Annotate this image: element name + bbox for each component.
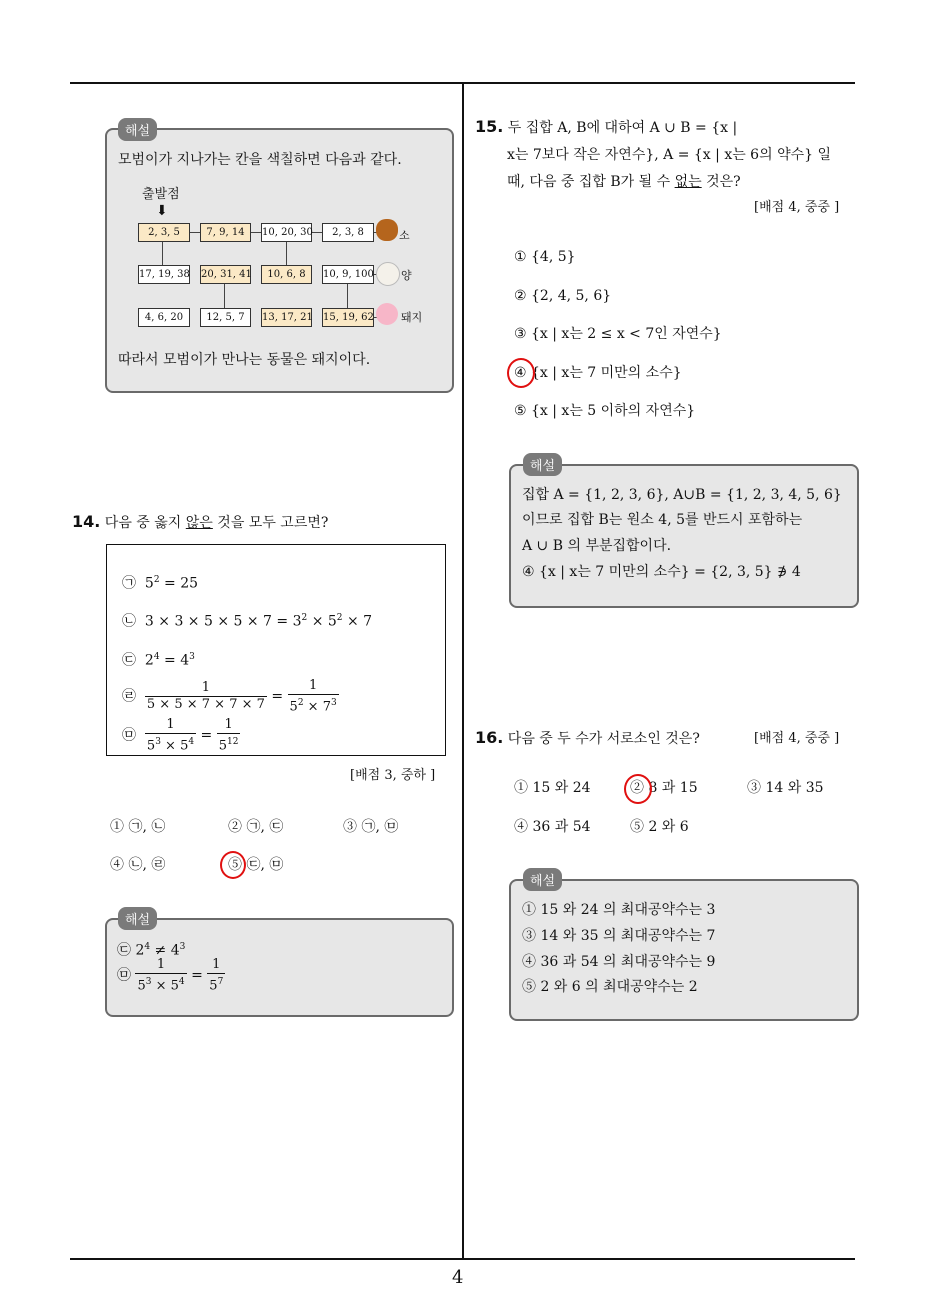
grid-cell: 2, 3, 8 [322, 223, 374, 242]
sol-text: ≠ 4 [150, 942, 180, 959]
grid-cell: 15, 19, 62 [322, 308, 374, 327]
q14-item-e [122, 717, 240, 754]
q14-item-b [122, 608, 372, 632]
den-text: 5 [289, 699, 298, 715]
numerator: 1 [145, 680, 267, 697]
den-exp: 7 [217, 977, 224, 987]
den-text: 5 [137, 978, 146, 994]
den-text: × 5 [160, 738, 189, 754]
q14-choice-3[interactable]: ③ ㉠, ㉤ [343, 819, 399, 835]
denominator [217, 734, 241, 754]
q16-choice-4[interactable]: ④ 36 과 54 [514, 819, 591, 835]
q16-solution-line1: ① 15 와 24 의 최대공약수는 3 [522, 902, 716, 918]
q14-item-c [122, 647, 195, 671]
q14-stem-after: 것을 모두 고르면? [212, 515, 329, 531]
q15-choice-1[interactable]: ① {4, 5} [514, 249, 576, 265]
q16-stem-text: 다음 중 두 수가 서로소인 것은? [507, 731, 700, 747]
grid-cell: 20, 31, 41 [200, 265, 251, 284]
sol-text: ㉤ [117, 967, 131, 984]
q15-choice-2[interactable]: ② {2, 4, 5, 6} [514, 288, 612, 304]
grid-cell: 12, 5, 7 [200, 308, 251, 327]
item-text: = 25 [159, 575, 199, 592]
start-arrow-icon: ⬇ [156, 203, 168, 219]
den-text: 5 [218, 738, 228, 754]
answer-mark-circle [220, 851, 246, 879]
item-label: ㉡ [122, 613, 136, 630]
q15-choice-4[interactable]: ④ {x | x는 7 미만의 소수} [514, 365, 682, 381]
item-label: ㉠ [122, 575, 136, 592]
connector [286, 241, 287, 265]
grid-cell: 10, 9, 100 [322, 265, 374, 284]
q15-stem-line1: 두 집합 A, B에 대하여 A ∪ B = {x | [507, 120, 738, 136]
q14-solution-line2 [117, 957, 225, 994]
item-text: 2 [144, 652, 154, 669]
q16-stem [475, 728, 700, 749]
q14-score: [배점 3, 중하 ] [350, 768, 436, 783]
fraction [145, 680, 267, 713]
q15-choice-3[interactable]: ③ {x | x는 2 ≤ x < 7인 자연수} [514, 326, 722, 342]
start-label: 출발점 [142, 187, 180, 202]
q15-line3 [507, 172, 741, 192]
q15-line2: x는 7보다 작은 자연수}, A = {x | x는 6의 약수} 일 [507, 147, 831, 163]
q16-solution-line4: ⑤ 2 와 6 의 최대공약수는 2 [522, 979, 698, 995]
den-exp: 4 [178, 977, 185, 987]
equals-sign: = [191, 967, 203, 984]
q14-choice-4[interactable]: ④ ㉡, ㉣ [110, 857, 166, 873]
q15-choice-5[interactable]: ⑤ {x | x는 5 이하의 자연수} [514, 403, 696, 419]
q15-stem-after: 것은? [701, 174, 741, 190]
fraction [217, 717, 241, 754]
fraction [288, 678, 339, 715]
pig-icon [376, 303, 398, 325]
item-exp: 2 [301, 613, 308, 623]
grid-cell: 13, 17, 21 [261, 308, 312, 327]
den-text: × 5 [151, 978, 179, 994]
item-text: 3 × 3 × 5 × 5 × 7 = 3 [144, 613, 302, 630]
numerator: 1 [288, 678, 339, 695]
item-label: ㉢ [122, 652, 136, 669]
page-number: 4 [452, 1267, 464, 1288]
q16-choice-5[interactable]: ⑤ 2 와 6 [630, 819, 689, 835]
q15-solution-line3: A ∪ B 의 부분집합이다. [522, 538, 672, 554]
denominator [288, 695, 339, 715]
denominator [145, 734, 196, 754]
q16-score: [배점 4, 중중 ] [754, 731, 840, 746]
q14-item-d [122, 678, 339, 715]
q16-choice-2[interactable]: ② 8 과 15 [630, 780, 698, 796]
q15-stem-before: 때, 다음 중 집합 B가 될 수 [507, 174, 675, 190]
q15-solution-line2: 이므로 집합 B는 원소 4, 5를 반드시 포함하는 [522, 512, 803, 528]
item-text: = 4 [159, 652, 190, 669]
sol-exp: 3 [179, 942, 186, 952]
grid-cell: 10, 6, 8 [261, 265, 312, 284]
item-exp: 4 [153, 652, 160, 662]
item-exp: 3 [189, 652, 195, 662]
numerator: 1 [217, 717, 241, 734]
denominator: 5 × 5 × 7 × 7 × 7 [146, 697, 265, 713]
q14-stem [72, 512, 328, 533]
q14-choice-2[interactable]: ② ㉠, ㉢ [228, 819, 284, 835]
q14-item-a [122, 570, 198, 594]
den-exp: 3 [145, 977, 152, 987]
den-exp: 3 [155, 737, 161, 747]
grid-cell: 17, 19, 38 [138, 265, 190, 284]
q15-line1 [475, 117, 737, 138]
equals-sign: = [200, 727, 213, 744]
column-divider [462, 84, 464, 1259]
connector [347, 283, 348, 308]
fraction [207, 957, 225, 994]
q14-choice-5[interactable]: ⑤ ㉢, ㉤ [228, 857, 284, 873]
q16-solution-line2: ③ 14 와 35 의 최대공약수는 7 [522, 928, 716, 944]
q16-choice-3[interactable]: ③ 14 와 35 [747, 780, 824, 796]
animal-label-sheep: 양 [401, 269, 412, 282]
q14-stem-underlined: 않은 [185, 515, 213, 531]
den-text: × 7 [303, 699, 331, 715]
q15-solution-line1: 집합 A = {1, 2, 3, 6}, A∪B = {1, 2, 3, 4, 5, 6} [522, 487, 842, 503]
sol-exp: 4 [144, 942, 151, 952]
item-exp: 2 [336, 613, 343, 623]
numerator: 1 [135, 957, 186, 974]
grid-cell: 7, 9, 14 [200, 223, 251, 242]
connector [224, 283, 225, 308]
q15-solution-tag: 해설 [523, 453, 562, 476]
q14-number: 14. [72, 512, 101, 531]
numerator: 1 [145, 717, 196, 734]
q16-choice-1[interactable]: ① 15 와 24 [514, 780, 591, 796]
denominator [135, 974, 186, 994]
q14-solution-tag: 해설 [118, 907, 157, 930]
fraction [135, 957, 186, 994]
item-text: 5 [144, 575, 154, 592]
item-exp: 2 [153, 575, 160, 585]
answer-mark-circle [507, 358, 535, 388]
q16-number: 16. [475, 728, 504, 747]
animal-label-cow: 소 [399, 229, 410, 242]
den-text: 5 [146, 738, 156, 754]
item-label: ㉣ [122, 688, 136, 705]
cow-icon [376, 219, 398, 241]
den-exp: 4 [188, 737, 195, 747]
den-exp: 2 [297, 698, 304, 708]
q15-stem-underlined: 없는 [674, 174, 702, 190]
connector [162, 241, 163, 265]
grid-cell: 10, 20, 30 [261, 223, 312, 242]
den-text: 5 [209, 978, 218, 994]
animal-label-pig: 돼지 [401, 311, 423, 324]
numerator: 1 [207, 957, 225, 974]
equals-sign: = [271, 688, 284, 705]
item-text: × 5 [307, 613, 337, 630]
q14-stem-before: 다음 중 옳지 [104, 515, 186, 531]
q15-score: [배점 4, 중중 ] [754, 200, 840, 215]
item-label: ㉤ [122, 727, 136, 744]
q15-number: 15. [475, 117, 504, 136]
den-exp: 3 [330, 698, 337, 708]
denominator [207, 974, 225, 994]
fraction [145, 717, 196, 754]
answer-mark-circle [624, 774, 652, 804]
item-text: × 7 [342, 613, 373, 630]
sheep-icon [376, 262, 400, 286]
q15-solution-line4: ④ {x | x는 7 미만의 소수} = {2, 3, 5} ∌ 4 [522, 564, 801, 580]
den-exp: 12 [227, 737, 239, 747]
grid-cell: 2, 3, 5 [138, 223, 190, 242]
sol-text: ㉢ 2 [117, 942, 145, 959]
q16-solution-line3: ④ 36 과 54 의 최대공약수는 9 [522, 954, 716, 970]
q13-solution-intro: 모범이가 지나가는 칸을 색칠하면 다음과 같다. [118, 152, 402, 168]
grid-cell: 4, 6, 20 [138, 308, 190, 327]
bottom-rule [70, 1258, 855, 1260]
q13-solution-tag: 해설 [118, 118, 157, 141]
q13-solution-conclusion: 따라서 모범이가 만나는 동물은 돼지이다. [118, 352, 371, 368]
q16-solution-tag: 해설 [523, 868, 562, 891]
q14-choice-1[interactable]: ① ㉠, ㉡ [110, 819, 166, 835]
